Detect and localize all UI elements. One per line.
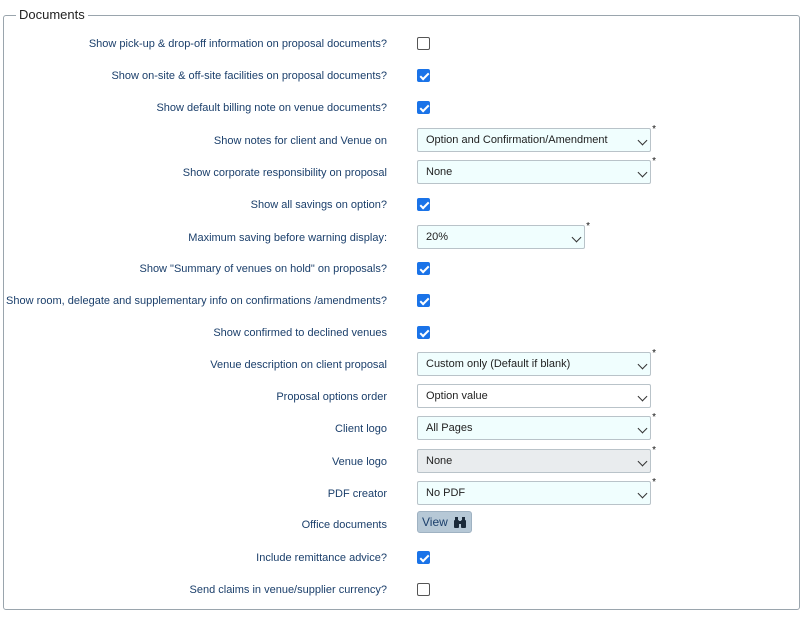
settings-row <box>0 124 804 152</box>
settings-row <box>0 221 804 249</box>
setting-label: Client logo <box>335 423 387 435</box>
settings-row <box>0 547 804 569</box>
chevron-down-icon <box>638 168 648 178</box>
required-asterisk-icon: * <box>652 348 656 359</box>
chevron-down-icon <box>638 392 648 402</box>
settings-row <box>0 579 804 601</box>
setting-label: Venue logo <box>331 456 387 468</box>
setting-select[interactable] <box>417 156 656 184</box>
setting-checkbox[interactable] <box>417 37 430 50</box>
setting-checkbox[interactable] <box>417 101 430 114</box>
required-asterisk-icon: * <box>652 156 656 167</box>
required-asterisk-icon: * <box>652 477 656 488</box>
select-value: None <box>426 166 453 178</box>
setting-label: Proposal options order <box>276 391 387 403</box>
setting-label: Include remittance advice? <box>256 552 387 564</box>
view-office-documents-button[interactable] <box>417 511 472 533</box>
chevron-down-icon <box>572 233 582 243</box>
setting-label: Show default billing note on venue documents? <box>156 102 387 114</box>
settings-row <box>0 290 804 312</box>
setting-select <box>417 445 656 473</box>
setting-checkbox[interactable] <box>417 294 430 307</box>
binoculars-icon <box>454 517 466 528</box>
setting-select[interactable] <box>417 384 651 408</box>
settings-row <box>0 65 804 87</box>
button-label: View <box>422 515 448 529</box>
setting-checkbox[interactable] <box>417 69 430 82</box>
chevron-down-icon <box>638 457 648 467</box>
settings-row <box>0 477 804 505</box>
setting-label: Show all savings on option? <box>250 199 387 211</box>
settings-row <box>0 33 804 55</box>
setting-label: PDF creator <box>327 488 387 500</box>
chevron-down-icon <box>638 360 648 370</box>
setting-label: Office documents <box>301 519 387 531</box>
settings-row <box>0 412 804 440</box>
setting-label: Venue description on client proposal <box>210 359 387 371</box>
chevron-down-icon <box>638 424 648 434</box>
setting-label: Show room, delegate and supplementary info on confirmations /amendments? <box>6 295 387 307</box>
section-title: Documents <box>16 7 88 23</box>
select-value: No PDF <box>426 487 466 499</box>
required-asterisk-icon: * <box>652 124 656 135</box>
required-asterisk-icon: * <box>652 445 656 456</box>
setting-select[interactable] <box>417 124 656 152</box>
settings-row <box>0 514 804 536</box>
select-value: Custom only (Default if blank) <box>426 358 571 370</box>
setting-select[interactable] <box>417 412 656 440</box>
select-value: None <box>426 455 453 467</box>
required-asterisk-icon: * <box>652 412 656 423</box>
setting-label: Show "Summary of venues on hold" on proposals? <box>139 263 387 275</box>
setting-label: Show pick-up & drop-off information on proposal documents? <box>88 38 387 50</box>
settings-row <box>0 194 804 216</box>
settings-row <box>0 445 804 473</box>
select-value: 20% <box>426 231 449 243</box>
setting-select[interactable] <box>417 477 656 505</box>
settings-row <box>0 258 804 280</box>
settings-row <box>0 156 804 184</box>
setting-checkbox[interactable] <box>417 326 430 339</box>
setting-label: Show notes for client and Venue on <box>213 135 387 147</box>
select-value: All Pages <box>426 422 473 434</box>
chevron-down-icon <box>638 489 648 499</box>
setting-label: Show on-site & off-site facilities on proposal documents? <box>111 70 387 82</box>
setting-label: Send claims in venue/supplier currency? <box>189 584 387 596</box>
setting-select[interactable] <box>417 348 656 376</box>
setting-label: Maximum saving before warning display: <box>188 232 387 244</box>
setting-label: Show confirmed to declined venues <box>213 327 387 339</box>
required-asterisk-icon: * <box>586 221 590 232</box>
setting-checkbox[interactable] <box>417 262 430 275</box>
select-value: Option value <box>426 390 488 402</box>
chevron-down-icon <box>638 136 648 146</box>
setting-checkbox[interactable] <box>417 198 430 211</box>
setting-select[interactable] <box>417 221 590 249</box>
setting-checkbox[interactable] <box>417 551 430 564</box>
select-value: Option and Confirmation/Amendment <box>426 134 608 146</box>
settings-row <box>0 97 804 119</box>
settings-row <box>0 386 804 408</box>
settings-row <box>0 322 804 344</box>
setting-checkbox[interactable] <box>417 583 430 596</box>
setting-label: Show corporate responsibility on proposal <box>182 167 387 179</box>
settings-row <box>0 348 804 376</box>
